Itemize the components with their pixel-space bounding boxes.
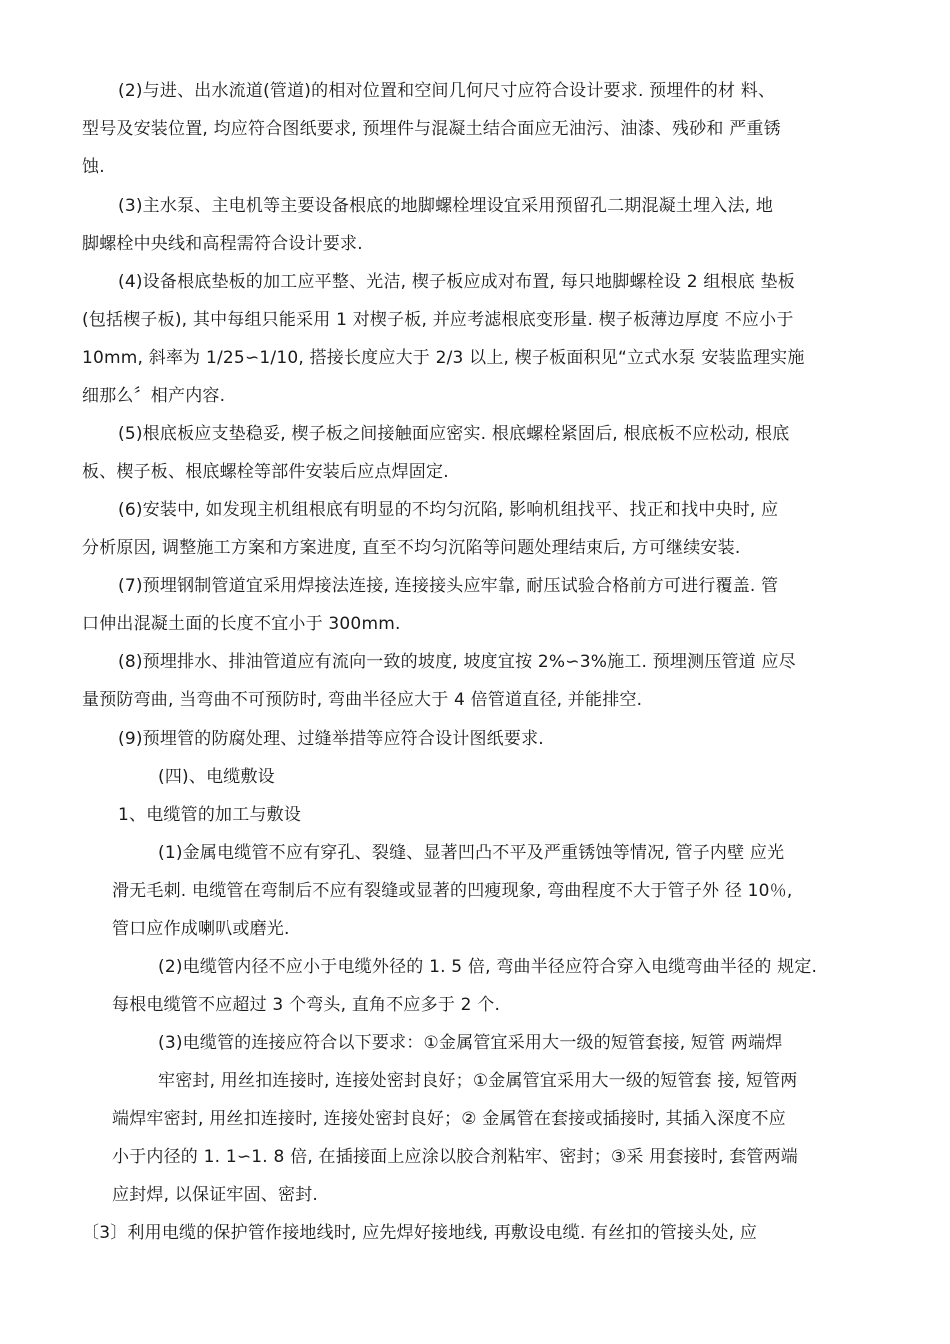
section-heading: (四)、电缆敷设: [158, 767, 275, 787]
body-text-line: 应封焊, 以保证牢固、密封.: [112, 1185, 319, 1205]
body-text-line: (6)安装中, 如发现主机组根底有明显的不均匀沉陷, 影响机组找平、找正和找中央时, 应: [118, 500, 779, 520]
body-text-line: (4)设备根底垫板的加工应平整、光洁, 楔子板应成对布置, 每只地脚螺栓设 2 组根底 垫板: [118, 272, 795, 292]
body-text-line: 管口应作成喇叭或磨光.: [112, 919, 290, 939]
body-text-line: 细那么〞相产内容.: [82, 386, 226, 406]
body-text-line: 〔3〕利用电缆的保护管作接地线时, 应先焊好接地线, 再敷设电缆. 有丝扣的管接头处, 应: [82, 1223, 758, 1243]
body-text-line: 型号及安装位置, 均应符合图纸要求, 预埋件与混凝土结合面应无油污、油漆、残砂和 严重锈: [82, 119, 781, 139]
body-text-line: 牢密封, 用丝扣连接时, 连接处密封良好；①金属管宜采用大一级的短管套 接, 短管两: [158, 1071, 798, 1091]
body-text-line: (2)电缆管内径不应小于电缆外径的 1. 5 倍, 弯曲半径应符合穿入电缆弯曲半径的 规定.: [158, 957, 818, 977]
body-text-line: (包括楔子板), 其中每组只能采用 1 对楔子板, 并应考滤根底变形量. 楔子板薄边厚度 不应小于: [82, 310, 794, 330]
body-text-line: (7)预埋钢制管道宜采用焊接法连接, 连接接头应牢靠, 耐压试验合格前方可进行覆盖. 管: [118, 576, 779, 596]
body-text-line: 脚螺栓中央线和高程需符合设计要求.: [82, 234, 363, 254]
body-text-line: 口伸出混凝土面的长度不宜小于 300mm.: [82, 614, 401, 634]
body-text-line: (5)根底板应支垫稳妥, 楔子板之间接触面应密实. 根底螺栓紧固后, 根底板不应松动, 根底: [118, 424, 790, 444]
body-text-line: 分析原因, 调整施工方案和方案进度, 直至不均匀沉陷等问题处理结束后, 方可继续安装.: [82, 538, 741, 558]
body-text-line: 滑无毛刺. 电缆管在弯制后不应有裂缝或显著的凹瘦现象, 弯曲程度不大于管子外 径 10％,: [112, 881, 793, 901]
body-text-line: (8)预埋排水、排油管道应有流向一致的坡度, 坡度宜按 2%∽3%施工. 预埋测压管道 应尽: [118, 652, 796, 672]
body-text-line: 端焊牢密封, 用丝扣连接时, 连接处密封良好；② 金属管在套接或插接时, 其插入深度不应: [112, 1109, 786, 1129]
body-text-line: 10mm, 斜率为 1/25∽1/10, 搭接长度应大于 2/3 以上, 楔子板面积见“立式水泵 安装监理实施: [82, 348, 805, 368]
body-text-line: 量预防弯曲, 当弯曲不可预防时, 弯曲半径应大于 4 倍管道直径, 并能排空.: [82, 690, 643, 710]
body-text-line: 小于内径的 1. 1∽1. 8 倍, 在插接面上应涂以胶合剂粘牢、密封；③采 用套接时, 套管两端: [112, 1147, 798, 1167]
body-text-line: 每根电缆管不应超过 3 个弯头, 直角不应多于 2 个.: [112, 995, 501, 1015]
body-text-line: 板、楔子板、根底螺栓等部件安装后应点焊固定.: [82, 462, 449, 482]
body-text-line: 蚀.: [82, 157, 105, 177]
subsection-heading: 1、电缆管的加工与敷设: [118, 805, 302, 825]
body-text-line: (3)主水泵、主电机等主要设备根底的地脚螺栓埋设宜采用预留孔二期混凝土埋入法, 地: [118, 196, 774, 216]
body-text-line: (3)电缆管的连接应符合以下要求：①金属管宜采用大一级的短管套接, 短管 两端焊: [158, 1033, 783, 1053]
body-text-line: (9)预埋管的防腐处理、过缝举措等应符合设计图纸要求.: [118, 729, 544, 749]
body-text-line: (2)与进、出水流道(管道)的相对位置和空间几何尺寸应符合设计要求. 预埋件的材 料、: [118, 81, 776, 101]
body-text-line: (1)金属电缆管不应有穿孔、裂缝、显著凹凸不平及严重锈蚀等情况, 管子内壁 应光: [158, 843, 785, 863]
